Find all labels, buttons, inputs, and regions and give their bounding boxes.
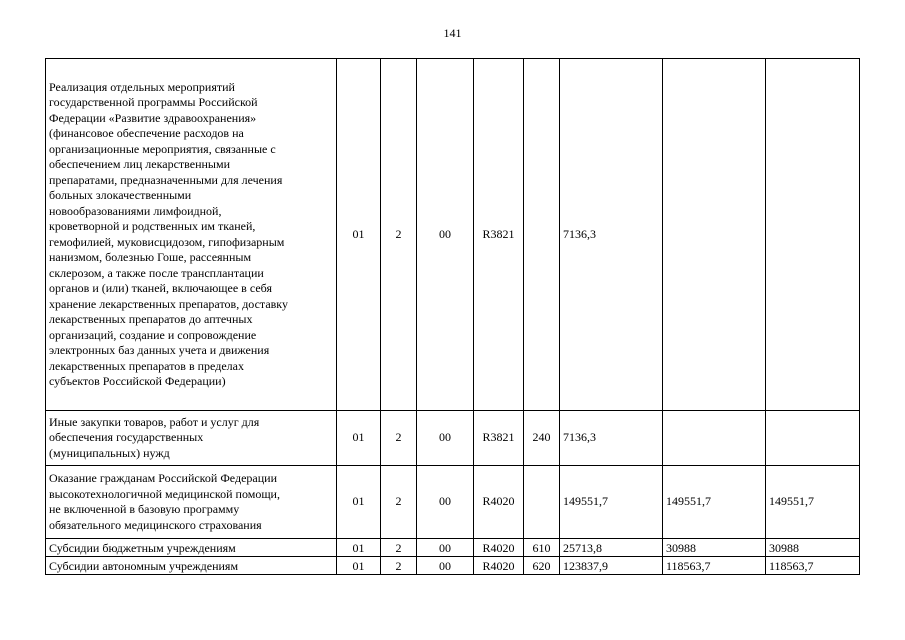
row-description: Иные закупки товаров, работ и услуг для обеспечения государственных (муниципальных) нужд bbox=[46, 411, 337, 466]
cell-section: 01 bbox=[337, 466, 381, 539]
table-row bbox=[46, 59, 860, 411]
cell-section: 01 bbox=[337, 557, 381, 575]
cell-program: 2 bbox=[381, 557, 417, 575]
cell-expense-type bbox=[524, 466, 560, 539]
cell-amount-3: 149551,7 bbox=[766, 466, 860, 539]
table-row bbox=[46, 411, 860, 466]
cell-expense-type: 240 bbox=[524, 411, 560, 466]
cell-program: 2 bbox=[381, 59, 417, 411]
cell-section: 01 bbox=[337, 539, 381, 557]
cell-subprogram: 00 bbox=[417, 59, 474, 411]
cell-program: 2 bbox=[381, 411, 417, 466]
cell-amount-1: 123837,9 bbox=[560, 557, 663, 575]
cell-subprogram: 00 bbox=[417, 557, 474, 575]
table-row bbox=[46, 539, 860, 557]
table-row bbox=[46, 466, 860, 539]
cell-amount-2 bbox=[663, 59, 766, 411]
cell-amount-2: 30988 bbox=[663, 539, 766, 557]
row-description: Субсидии автономным учреждениям bbox=[46, 557, 337, 575]
cell-subprogram: 00 bbox=[417, 411, 474, 466]
cell-amount-2: 118563,7 bbox=[663, 557, 766, 575]
cell-expense-type bbox=[524, 59, 560, 411]
cell-amount-3 bbox=[766, 59, 860, 411]
cell-target-article: R3821 bbox=[474, 59, 524, 411]
cell-subprogram: 00 bbox=[417, 466, 474, 539]
cell-target-article: R4020 bbox=[474, 466, 524, 539]
cell-amount-3: 30988 bbox=[766, 539, 860, 557]
cell-amount-1: 7136,3 bbox=[560, 59, 663, 411]
cell-program: 2 bbox=[381, 466, 417, 539]
table-row bbox=[46, 557, 860, 575]
cell-amount-1: 25713,8 bbox=[560, 539, 663, 557]
cell-subprogram: 00 bbox=[417, 539, 474, 557]
budget-table bbox=[45, 58, 860, 575]
cell-amount-3: 118563,7 bbox=[766, 557, 860, 575]
cell-expense-type: 610 bbox=[524, 539, 560, 557]
cell-target-article: R4020 bbox=[474, 557, 524, 575]
cell-expense-type: 620 bbox=[524, 557, 560, 575]
cell-amount-1: 149551,7 bbox=[560, 466, 663, 539]
cell-section: 01 bbox=[337, 59, 381, 411]
row-description: Реализация отдельных мероприятий государственной программы Российской Федерации «Развитие здравоохранения» (финансовое обеспечение расходов на организационные мероприятия, связанные с обеспечением лиц лекарственными препаратами, предназначенными для лечения больных злокачественными новообразованиями лимфоидной, кроветворной и родственных им тканей, гемофилией, муковисцидозом, гипофизарным нанизмом, болезнью Гоше, рассеянным склерозом, а также после трансплантации органов и (или) тканей, включающее в себя хранение лекарственных препаратов, доставку лекарственных препаратов до аптечных организаций, создание и сопровождение электронных баз данных учета и движения лекарственных препаратов в пределах субъектов Российской Федерации) bbox=[46, 59, 337, 411]
cell-section: 01 bbox=[337, 411, 381, 466]
cell-target-article: R3821 bbox=[474, 411, 524, 466]
cell-amount-3 bbox=[766, 411, 860, 466]
cell-target-article: R4020 bbox=[474, 539, 524, 557]
cell-amount-1: 7136,3 bbox=[560, 411, 663, 466]
page-number: 141 bbox=[443, 26, 462, 40]
cell-amount-2: 149551,7 bbox=[663, 466, 766, 539]
cell-program: 2 bbox=[381, 539, 417, 557]
cell-amount-2 bbox=[663, 411, 766, 466]
row-description: Оказание гражданам Российской Федерации высокотехнологичной медицинской помощи, не включенной в базовую программу обязательного медицинского страхования bbox=[46, 466, 337, 539]
row-description: Субсидии бюджетным учреждениям bbox=[46, 539, 337, 557]
